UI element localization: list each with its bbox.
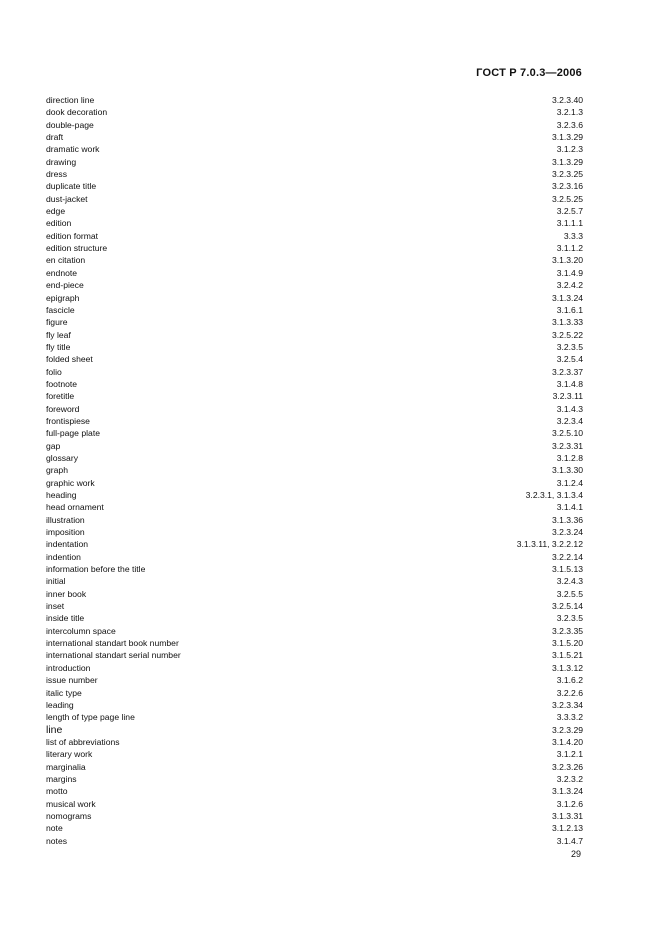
index-reference: 3.2.3.11	[552, 391, 583, 402]
index-entry	[46, 267, 583, 279]
index-reference: 3.2.3.6	[556, 119, 583, 130]
index-term: foreword	[46, 403, 80, 414]
index-entry	[46, 501, 583, 513]
index-entry	[46, 748, 583, 760]
index-entry	[46, 378, 583, 390]
index-entry	[46, 242, 583, 254]
index-entry	[46, 452, 583, 464]
index-term: indentation	[46, 539, 89, 550]
index-reference: 3.1.2.6	[556, 798, 583, 809]
index-term: length of type page line	[46, 712, 135, 723]
index-term: information before the title	[46, 564, 146, 575]
index-term: musical work	[46, 798, 96, 809]
index-term: footnote	[46, 378, 78, 389]
index-reference: 3.1.3.33	[551, 317, 583, 328]
index-entry	[46, 514, 583, 526]
index-reference: 3.2.3.31	[551, 440, 583, 451]
index-term: edition structure	[46, 243, 108, 254]
index-entry	[46, 180, 583, 192]
index-reference: 3.1.2.4	[556, 477, 583, 488]
index-entry	[46, 711, 583, 723]
index-term: heading	[46, 490, 77, 500]
index-reference: 3.1.3.31	[551, 810, 583, 821]
index-reference: 3.1.5.13	[551, 564, 583, 575]
index-entry	[46, 353, 583, 365]
index-entry	[46, 366, 583, 378]
index-term: inner book	[46, 588, 87, 599]
index-reference: 3.2.3.2	[556, 773, 583, 784]
index-term: international standart serial number	[46, 650, 181, 661]
index-term: inset	[46, 601, 65, 612]
index-entry	[46, 168, 583, 180]
index-reference: 3.1.3.24	[551, 292, 583, 303]
index-entry	[46, 390, 583, 402]
index-term: marginalia	[46, 761, 86, 772]
index-reference: 3.2.4.2	[556, 280, 583, 291]
index-term: gap	[46, 440, 61, 451]
index-term: head ornament	[46, 502, 104, 513]
index-reference: 3.1.2.8	[556, 452, 583, 463]
index-reference: 3.2.3.40	[551, 95, 583, 105]
index-term: edition	[46, 218, 72, 229]
index-term: drawing	[46, 156, 77, 167]
index-term: folio	[46, 366, 62, 377]
index-term: imposition	[46, 527, 85, 538]
index-reference: 3.1.4.7	[556, 835, 583, 846]
index-term: double-page	[46, 119, 94, 130]
index-entry	[46, 662, 583, 674]
index-reference: 3.1.5.20	[551, 638, 583, 649]
index-reference: 3.2.4.3	[556, 576, 583, 587]
index-term: italic type	[46, 687, 82, 698]
index-entry	[46, 563, 583, 575]
index-reference: 3.1.4.3	[556, 403, 583, 414]
index-term: folded sheet	[46, 354, 93, 365]
index-entry	[46, 292, 583, 304]
index-entry	[46, 588, 583, 600]
index-reference: 3.2.3.1, 3.1.3.4	[525, 490, 583, 500]
index-entry	[46, 106, 583, 118]
index-reference: 3.2.3.34	[551, 699, 583, 710]
index-entry	[46, 575, 583, 587]
index-term: figure	[46, 317, 68, 328]
index-entry	[46, 304, 583, 316]
index-reference: 3.1.2.1	[556, 749, 583, 760]
index-reference: 3.1.4.8	[556, 378, 583, 389]
index-entry	[46, 254, 583, 266]
index-term: line	[46, 723, 63, 736]
index-entry	[46, 119, 583, 131]
index-reference: 3.2.3.24	[551, 527, 583, 538]
index-term: literary work	[46, 749, 93, 760]
index-reference: 3.2.3.37	[551, 366, 583, 377]
index-term: dramatic work	[46, 144, 100, 155]
index-reference: 3.2.3.25	[551, 169, 583, 180]
index-entry	[46, 94, 583, 106]
index-reference: 3.2.5.4	[556, 354, 583, 365]
index-reference: 3.2.5.14	[551, 601, 583, 612]
index-reference: 3.1.3.29	[551, 132, 583, 143]
index-reference: 3.2.5.25	[551, 193, 583, 204]
index-reference: 3.1.6.2	[556, 675, 583, 686]
index-term: full-page plate	[46, 428, 100, 439]
index-entry	[46, 687, 583, 699]
index-term: duplicate title	[46, 181, 97, 192]
index-entry	[46, 674, 583, 686]
index-term: dook decoration	[46, 107, 108, 118]
term-index	[46, 94, 583, 847]
index-reference: 3.2.2.14	[551, 551, 583, 562]
index-entry	[46, 403, 583, 415]
index-term: international standart book number	[46, 638, 179, 649]
index-entry	[46, 649, 583, 661]
index-reference: 3.2.3.5	[556, 613, 583, 624]
index-reference: 3.1.3.20	[551, 255, 583, 266]
index-entry	[46, 316, 583, 328]
index-term: draft	[46, 132, 64, 143]
index-reference: 3.1.3.36	[551, 514, 583, 525]
index-reference: 3.2.3.16	[551, 181, 583, 192]
index-entry	[46, 773, 583, 785]
index-reference: 3.1.4.1	[556, 502, 583, 513]
index-term: notes	[46, 835, 68, 846]
index-entry	[46, 822, 583, 834]
index-term: end-piece	[46, 280, 84, 291]
index-entry	[46, 526, 583, 538]
index-reference: 3.1.2.13	[551, 823, 583, 834]
index-reference: 3.1.3.30	[551, 465, 583, 476]
index-term: epigraph	[46, 292, 80, 303]
index-term: fascicle	[46, 304, 75, 315]
index-entry	[46, 625, 583, 637]
index-term: indention	[46, 551, 81, 562]
index-entry	[46, 193, 583, 205]
index-term: margins	[46, 773, 77, 784]
index-term: dust-jacket	[46, 193, 88, 204]
index-entry	[46, 724, 583, 736]
index-reference: 3.2.1.3	[556, 107, 583, 118]
index-reference: 3.3.3.2	[556, 712, 583, 723]
index-entry	[46, 785, 583, 797]
index-term: nomograms	[46, 810, 92, 821]
index-reference: 3.2.3.26	[551, 761, 583, 772]
index-term: direction line	[46, 95, 95, 105]
index-term: inside title	[46, 613, 85, 624]
index-entry	[46, 205, 583, 217]
index-term: fly leaf	[46, 329, 71, 340]
index-entry	[46, 637, 583, 649]
index-entry	[46, 341, 583, 353]
index-reference: 3.2.3.4	[556, 415, 583, 426]
index-reference: 3.1.1.2	[556, 243, 583, 254]
index-term: list of abbreviations	[46, 736, 120, 747]
index-entry	[46, 230, 583, 242]
index-term: motto	[46, 786, 68, 797]
index-entry	[46, 156, 583, 168]
index-entry	[46, 217, 583, 229]
index-reference: 3.2.3.5	[556, 341, 583, 352]
index-entry	[46, 427, 583, 439]
index-entry	[46, 143, 583, 155]
index-reference: 3.2.3.35	[551, 625, 583, 636]
index-reference: 3.2.5.10	[551, 428, 583, 439]
index-term: introduction	[46, 662, 91, 673]
document-header: ГОСТ Р 7.0.3—2006	[476, 67, 582, 79]
index-term: frontispiese	[46, 415, 90, 426]
index-term: fly title	[46, 341, 71, 352]
index-term: illustration	[46, 514, 85, 525]
index-entry	[46, 699, 583, 711]
index-reference: 3.1.3.24	[551, 786, 583, 797]
index-reference: 3.2.2.6	[556, 687, 583, 698]
index-entry	[46, 440, 583, 452]
index-term: edge	[46, 206, 66, 217]
index-entry	[46, 798, 583, 810]
index-reference: 3.2.5.7	[556, 206, 583, 217]
index-term: foretitle	[46, 391, 75, 402]
index-entry	[46, 415, 583, 427]
index-entry	[46, 761, 583, 773]
index-reference: 3.1.1.1	[556, 218, 583, 229]
index-entry	[46, 600, 583, 612]
index-reference: 3.1.2.3	[556, 144, 583, 155]
index-entry	[46, 489, 583, 501]
index-term: dress	[46, 169, 68, 180]
index-term: graph	[46, 465, 68, 476]
index-term: issue number	[46, 675, 98, 686]
index-term: glossary	[46, 452, 78, 463]
index-entry	[46, 551, 583, 563]
index-entry	[46, 477, 583, 489]
index-reference: 3.3.3	[563, 230, 583, 241]
index-term: en citation	[46, 255, 86, 266]
page-number: 29	[570, 849, 581, 859]
index-entry	[46, 538, 583, 550]
index-reference: 3.2.5.5	[556, 588, 583, 599]
index-term: initial	[46, 576, 66, 587]
index-entry	[46, 612, 583, 624]
index-entry	[46, 329, 583, 341]
index-reference: 3.2.5.22	[551, 329, 583, 340]
index-term: graphic work	[46, 477, 95, 488]
index-term: leading	[46, 699, 74, 710]
index-reference: 3.1.4.20	[551, 736, 583, 747]
index-reference: 3.1.3.29	[551, 156, 583, 167]
index-entry	[46, 464, 583, 476]
index-reference: 3.1.4.9	[556, 267, 583, 278]
index-reference: 3.1.6.1	[556, 304, 583, 315]
index-term: intercolumn space	[46, 625, 116, 636]
index-reference: 3.1.5.21	[551, 650, 583, 661]
index-entry	[46, 835, 583, 847]
index-entry	[46, 736, 583, 748]
index-term: edition format	[46, 230, 99, 241]
index-term: note	[46, 823, 63, 834]
index-reference: 3.1.3.11, 3.2.2.12	[516, 539, 583, 550]
index-reference: 3.2.3.29	[551, 724, 583, 735]
index-entry	[46, 279, 583, 291]
index-reference: 3.1.3.12	[551, 662, 583, 673]
index-term: endnote	[46, 267, 78, 278]
index-entry	[46, 810, 583, 822]
index-entry	[46, 131, 583, 143]
